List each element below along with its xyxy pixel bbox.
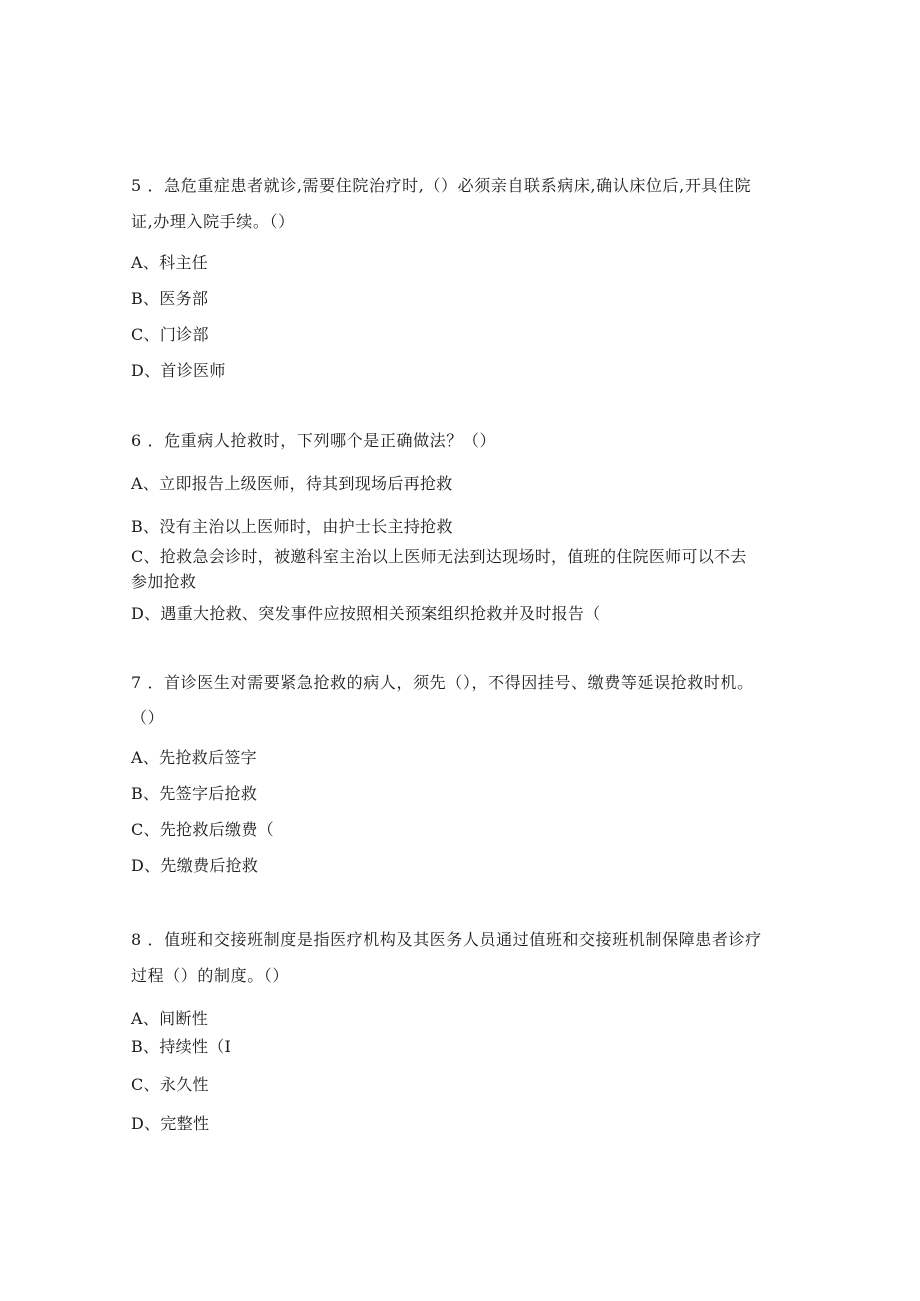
question-8-option-d: D、完整性 bbox=[131, 1114, 210, 1133]
question-7-option-a: A、先抢救后签字 bbox=[131, 748, 257, 767]
question-8-option-b: B、持续性（I bbox=[131, 1037, 232, 1056]
question-7-option-d: D、先缴费后抢救 bbox=[131, 856, 259, 875]
question-5-option-a: A、科主任 bbox=[131, 253, 209, 272]
question-text: ．危重病人抢救时，下列哪个是正确做法？（） bbox=[147, 431, 497, 450]
question-number: 7 bbox=[131, 673, 142, 692]
question-number: 8 bbox=[131, 930, 142, 949]
question-5-stem-line-1 bbox=[131, 176, 751, 196]
question-8-stem-line-1 bbox=[131, 930, 762, 950]
question-5-stem-line-2: 证,办理入院手续。（） bbox=[131, 212, 295, 231]
question-text: ．急危重症患者就诊,需要住院治疗时,（）必须亲自联系病床,确认床位后,开具住院 bbox=[147, 176, 752, 195]
question-8-option-c: C、永久性 bbox=[131, 1075, 209, 1094]
question-6-option-c-continued: 参加抢救 bbox=[131, 572, 197, 591]
question-5-option-b: B、医务部 bbox=[131, 289, 209, 308]
question-5-option-c: C、门诊部 bbox=[131, 325, 209, 344]
question-6-option-b: B、没有主治以上医师时，由护士长主持抢救 bbox=[131, 517, 453, 536]
question-7-stem-line-2: （） bbox=[131, 708, 165, 727]
question-8-option-a: A、间断性 bbox=[131, 1009, 209, 1028]
question-text: ．首诊医生对需要紧急抢救的病人，须先（），不得因挂号、缴费等延误抢救时机。 bbox=[147, 673, 754, 692]
question-text: ．值班和交接班制度是指医疗机构及其医务人员通过值班和交接班机制保障患者诊疗 bbox=[147, 930, 762, 949]
question-6-stem-line-1 bbox=[131, 431, 496, 451]
question-5-option-d: D、首诊医师 bbox=[131, 361, 226, 380]
question-number: 5 bbox=[131, 176, 142, 195]
question-7-option-b: B、先签字后抢救 bbox=[131, 784, 258, 803]
question-number: 6 bbox=[131, 431, 142, 450]
question-8-stem-line-2: 过程（）的制度。（） bbox=[131, 966, 290, 985]
question-6-option-c: C、抢救急会诊时，被邀科室主治以上医师无法到达现场时，值班的住院医师可以不去 bbox=[131, 547, 747, 566]
question-6-option-d: D、遇重大抢救、突发事件应按照相关预案组织抢救并及时报告（ bbox=[131, 604, 601, 623]
question-7-option-c: C、先抢救后缴费（ bbox=[131, 820, 274, 839]
question-6-option-a: A、立即报告上级医师，待其到现场后再抢救 bbox=[131, 474, 453, 493]
question-7-stem-line-1 bbox=[131, 673, 754, 693]
